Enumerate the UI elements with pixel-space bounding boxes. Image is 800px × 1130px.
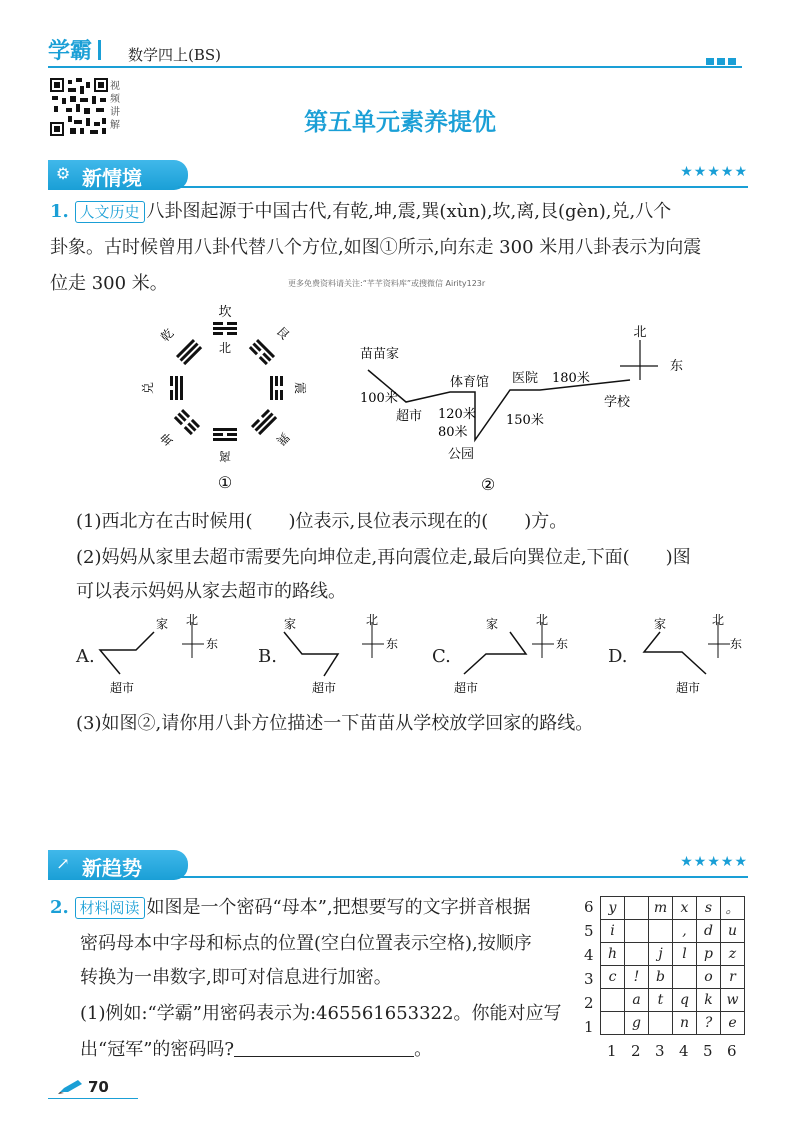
distance-150m: 150米 <box>506 413 544 428</box>
place-gym: 体育馆 <box>450 375 490 390</box>
option-c-letter[interactable]: C. <box>432 646 451 667</box>
pencil-icon <box>58 1080 82 1094</box>
distance-80m: 80米 <box>438 425 468 440</box>
trigram-label-qian: 乾 <box>157 325 177 345</box>
grid-col-label: 6 <box>727 1042 737 1060</box>
unit-title: 第五单元素养提优 <box>304 108 496 136</box>
q2-line1: 2. 材料阅读 如图是一个密码“母本”,把想要写的文字拼音根据 <box>50 897 531 918</box>
trigram-label-gen: 艮 <box>273 323 293 343</box>
q1-part2-line1: (2)妈妈从家里去超市需要先向坤位走,再向震位走,最后向巽位走,下面( )图 <box>76 547 691 568</box>
place-miaomiao-home: 苗苗家 <box>360 347 400 362</box>
q1-part1: (1)西北方在古时候用( )位表示,艮位表示现在的( )方。 <box>76 511 568 532</box>
grid-row-label: 6 <box>584 898 594 916</box>
q1-intro-line3: 位走 300 米。 <box>50 273 168 294</box>
svg-text:东: 东 <box>730 637 743 651</box>
svg-text:东: 东 <box>206 637 219 651</box>
difficulty-stars: ★★★★★ <box>680 854 748 870</box>
q2-line4: (1)例如:“学霸”用密码表示为:465561653322。你能对应写 <box>80 1003 562 1024</box>
distance-120m: 120米 <box>438 407 476 422</box>
gear-icon: ⚙ <box>55 164 71 183</box>
grid-row-label: 3 <box>584 970 594 988</box>
distance-180m: 180米 <box>552 371 590 386</box>
q1-intro-line2: 卦象。古时候曾用八卦代替八个方位,如图①所示,向东走 300 米用八卦表示为向震 <box>50 237 702 258</box>
q2-line5: 出“冠军”的密码吗? 。 <box>80 1039 433 1060</box>
trigram-label-xun: 巽 <box>273 429 293 449</box>
grid-row-6: y m x s 。 <box>601 897 745 920</box>
option-a-diagram[interactable] <box>96 612 236 698</box>
place-park: 公园 <box>448 447 475 462</box>
grid-row-5: i , d u <box>601 920 745 943</box>
grid-col-label: 3 <box>655 1042 665 1060</box>
grid-row-label: 4 <box>584 946 594 964</box>
option-c-diagram[interactable] <box>450 612 590 698</box>
bagua-center-north: 北 <box>218 341 232 355</box>
place-supermarket: 超市 <box>396 409 423 424</box>
svg-text:家: 家 <box>654 617 667 631</box>
svg-text:北: 北 <box>536 613 549 627</box>
compass-east: 东 <box>670 359 684 374</box>
svg-text:北: 北 <box>366 613 379 627</box>
page-number: 70 <box>88 1078 109 1096</box>
trigram-label-zhen: 震 <box>293 381 307 395</box>
svg-text:家: 家 <box>156 617 169 631</box>
option-a-letter[interactable]: A. <box>76 646 95 667</box>
place-hospital: 医院 <box>512 371 539 386</box>
route-line <box>368 370 630 440</box>
place-school: 学校 <box>604 395 631 410</box>
trigram-label-kan: 坎 <box>218 305 232 320</box>
svg-text:北: 北 <box>186 613 199 627</box>
q2-line3: 转换为一串数字,即可对信息进行加密。 <box>80 967 392 988</box>
qr-label: 视频讲解 <box>110 81 120 131</box>
svg-text:超市: 超市 <box>312 681 337 695</box>
svg-text:超市: 超市 <box>454 681 479 695</box>
option-d-letter[interactable]: D. <box>608 646 628 667</box>
trigram-label-li: 离 <box>218 449 232 463</box>
svg-text:超市: 超市 <box>110 681 135 695</box>
route-map-figure <box>340 320 700 500</box>
book-title: 数学四上(BS) <box>128 46 222 64</box>
brand-logo: 学霸 <box>48 34 107 65</box>
grid-row-4: h j l p z <box>601 943 745 966</box>
q1-part2-line2: 可以表示妈妈从家去超市的路线。 <box>76 581 346 602</box>
svg-text:家: 家 <box>486 617 499 631</box>
svg-text:东: 东 <box>386 637 399 651</box>
grid-col-label: 1 <box>607 1042 617 1060</box>
grid-row-2: a t q k w <box>601 989 745 1012</box>
option-b-letter[interactable]: B. <box>258 646 277 667</box>
cipher-grid <box>600 896 745 1035</box>
option-b-diagram[interactable] <box>276 612 416 698</box>
grid-col-label: 5 <box>703 1042 713 1060</box>
grid-row-3: c ! b o r <box>601 966 745 989</box>
svg-text:北: 北 <box>712 613 725 627</box>
svg-text:东: 东 <box>556 637 569 651</box>
svg-text:超市: 超市 <box>676 681 701 695</box>
grid-row-1: g n ? e <box>601 1012 745 1035</box>
trend-arrow-icon: ↗ <box>56 854 70 873</box>
trigram-label-kun: 坤 <box>157 429 177 449</box>
svg-text:家: 家 <box>284 617 297 631</box>
answer-blank[interactable] <box>234 1038 414 1057</box>
grid-row-label: 1 <box>584 1018 594 1036</box>
trigram-bars <box>170 322 283 441</box>
watermark-text: 更多免费资料请关注:“芊芊资料库”或搜微信 Airity123r <box>288 279 486 288</box>
figure1-label: ① <box>217 473 233 492</box>
grid-row-label: 5 <box>584 922 594 940</box>
q2-tag: 材料阅读 <box>75 897 145 919</box>
header-rule <box>48 66 742 68</box>
trigram-label-dui: 兑 <box>141 381 155 395</box>
grid-col-label: 2 <box>631 1042 641 1060</box>
section-banner-new-context: ⚙ 新情境 ★★★★★ <box>48 160 748 190</box>
footer-rule <box>48 1098 138 1099</box>
q1-intro-line1: 1. 人文历史 八卦图起源于中国古代,有乾,坤,震,巽(xùn),坎,离,艮(gèn),兑,八个 <box>50 201 672 222</box>
figure2-label: ② <box>480 475 496 494</box>
q1-tag: 人文历史 <box>75 201 145 223</box>
difficulty-stars: ★★★★★ <box>680 164 748 180</box>
grid-col-label: 4 <box>679 1042 689 1060</box>
compass-north: 北 <box>633 325 647 340</box>
distance-100m: 100米 <box>360 391 398 406</box>
grid-row-label: 2 <box>584 994 594 1012</box>
q2-line2: 密码母本中字母和标点的位置(空白位置表示空格),按顺序 <box>80 933 532 954</box>
option-d-diagram[interactable] <box>626 612 766 698</box>
bagua-figure <box>130 296 320 496</box>
q1-part3: (3)如图②,请你用八卦方位描述一下苗苗从学校放学回家的路线。 <box>76 713 594 734</box>
section-banner-new-trend: ↗ 新趋势 ★★★★★ <box>48 850 748 880</box>
